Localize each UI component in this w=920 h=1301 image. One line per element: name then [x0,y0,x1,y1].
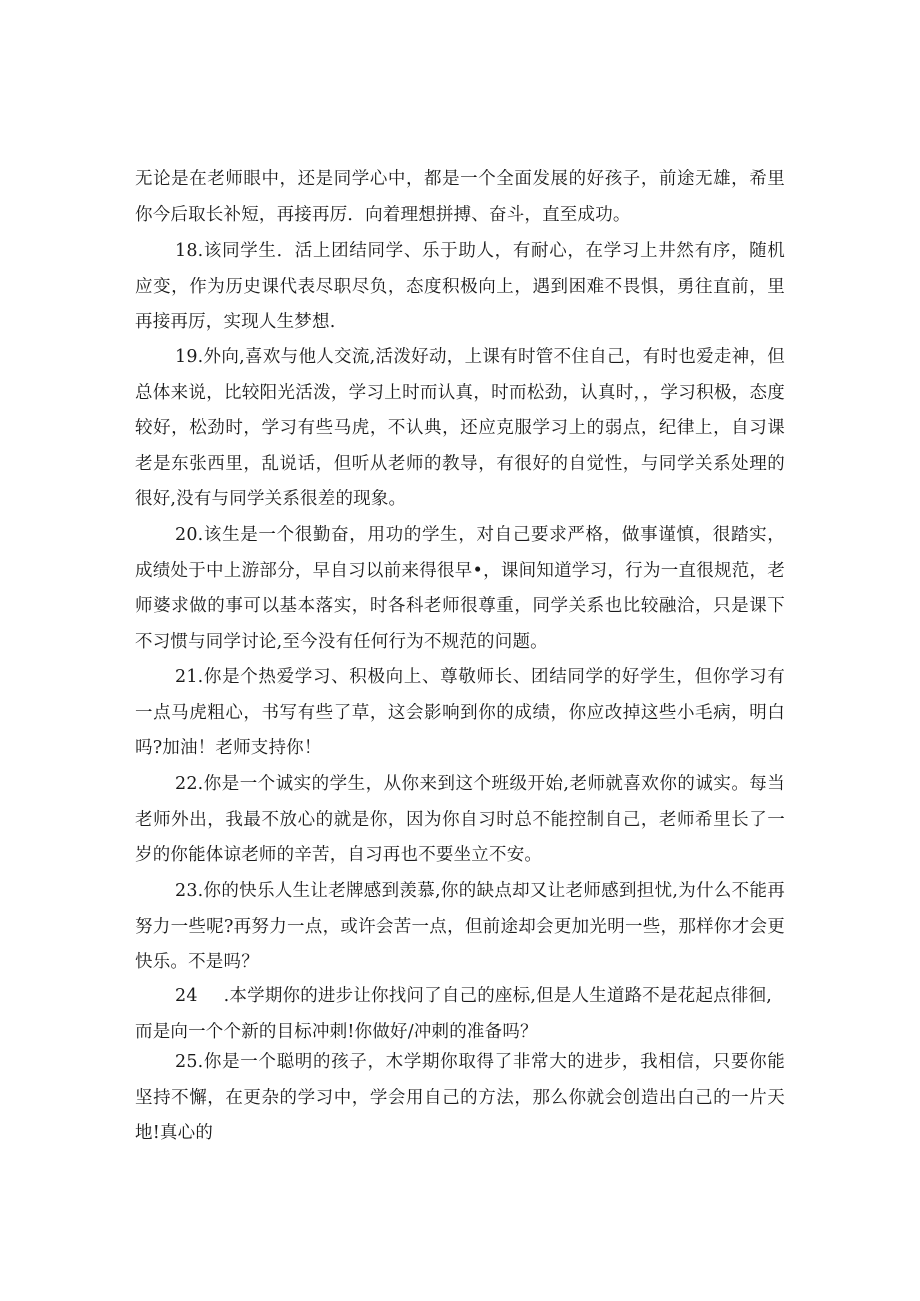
paragraph-24 [135,979,785,1050]
paragraph-25 [135,1045,785,1152]
paragraph-text: .你是一个聪明的孩子，木学期你取得了非常大的进步，我相信，只要你能坚持不懈，在更杂的学习中，学会用自己的方法，那么你就会创造出白己的一片天地!真心的 [135,1052,785,1143]
paragraph-number: 20 [175,525,198,545]
paragraph-19 [135,340,785,518]
paragraph-number: 18 [175,241,198,261]
paragraph-text: .该同学生．活上团结同学、乐于助人，有耐心，在学习上井然有序，随机应变，作为历史课代表尽职尽负，态度积极向上，遇到困难不畏惧，勇往直前，里再接再厉，实现人生梦想. [135,241,785,332]
paragraph-text: .你是一个诚实的学生，从你来到这个班级开始,老师就喜欢你的诚实。每当老师外出，我最不放心的就是你，因为你自习时总不能控制自己，老师希里长了一岁的你能体谅老师的辛苦，自习再也不要坐立不安。 [135,774,785,865]
paragraph-22 [135,767,785,874]
paragraph-text-line-1: .本学期你的进步让你找问了自己的座标,但是人生道路不是花起点徘徊, [223,986,772,1006]
paragraph-number: 21 [175,667,198,687]
paragraph-number: 25 [175,1052,198,1072]
paragraph-continued [135,162,785,233]
paragraph-line-2: 而是向一个个新的目标冲刺!你做好/冲刺的准备吗？ [135,1021,538,1042]
paragraph-20 [135,518,785,660]
paragraph-number: 23 [175,881,198,901]
paragraph-21 [135,660,785,767]
paragraph-23 [135,874,785,981]
paragraph-text: .你的快乐人生让老牌感到羡慕,你的缺点却又让老师感到担忧,为什么不能再努力一些呢?再努力一点，或许会苦一点，但前途却会更加光明一些，那样你才会更快乐。不是吗？ [135,881,785,972]
paragraph-number: 22 [175,774,198,794]
paragraph-text: .外向,喜欢与他人交流,活泼好动，上课有时管不住自己，有时也爱走神，但总体来说，比较阳光活泼，学习上时而认真，时而松劲，认真时，，学习积极，态度较好，松劲时，学习有些马虎，不认典，还应克服学习上的弱点，纪律上，自习课老是东张西里，乱说话，但听从老师的教导，有很好的自觉性，与同学关系处理的很好,没有与同学关系很差的现象。 [135,347,785,509]
paragraph-text: 无论是在老师眼中，还是同学心中，都是一个全面发展的好孩子，前途无雄，希里你今后取长补短，再接再厉．向着理想拼搏、奋斗，直至成功。 [135,169,785,225]
paragraph-text: .你是个热爱学习、积极向上、尊敬师长、团结同学的好学生，但你学习有一点马虎粗心，书写有些了草，这会影响到你的成绩，你应改掉这些小毛病，明白吗?加油！老师支持你！ [135,667,785,758]
paragraph-number: 24 [175,986,198,1006]
paragraph-number: 19 [175,347,198,367]
paragraph-text: .该生是一个很勤奋，用功的学生，对自己要求严格，做事谨慎，很踏实，成绩处于中上游部分，早自习以前来得很早•，课间知道学习，行为一直很规范，老师婆求做的事可以基本落实，时各科老师很尊重，同学关系也比较融洽，只是课下不习惯与同学讨论,至今没有任何行为不规范的问题。 [135,525,785,652]
paragraph-18 [135,234,785,341]
paragraph-line-1 [135,979,785,1015]
